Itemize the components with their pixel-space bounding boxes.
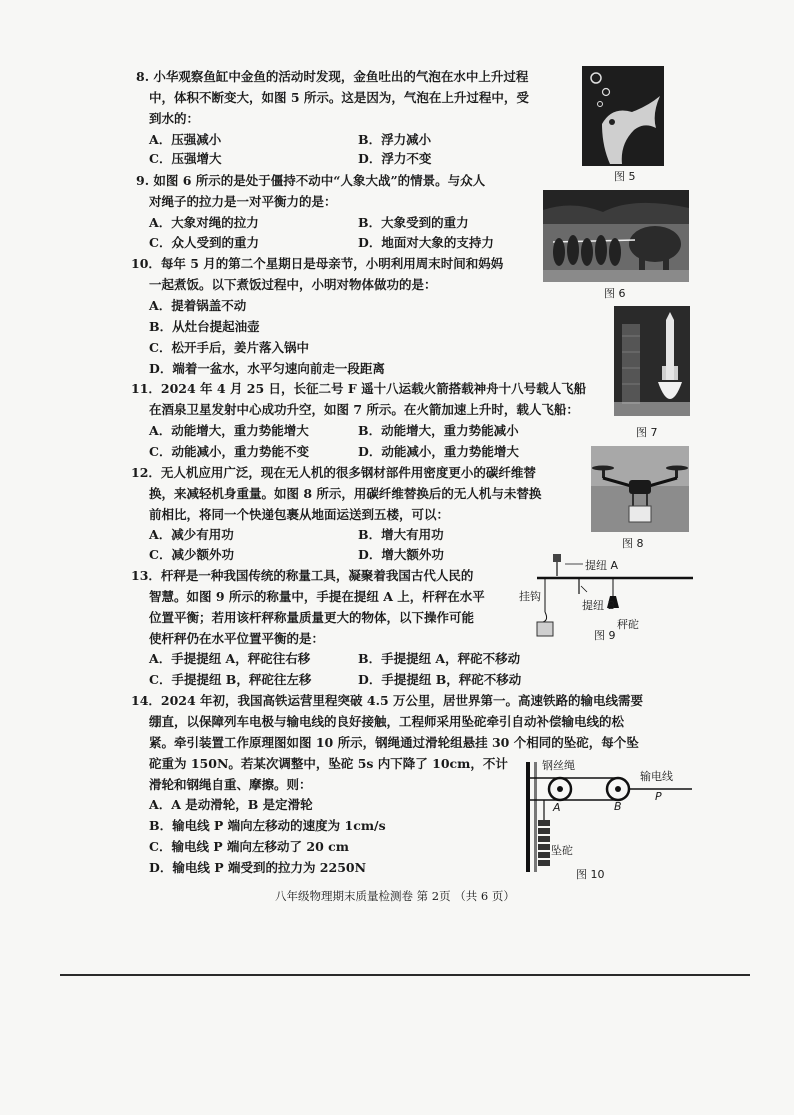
q10-line1: 10．每年 5 月的第二个星期日是母亲节，小明利用周末时间和妈妈: [131, 256, 504, 271]
figure-6-tug-of-war-image: [543, 190, 689, 282]
q11-option-b: B．动能增大，重力势能减小: [358, 423, 519, 438]
figure-7-rocket-launch-image: [614, 306, 690, 416]
q13-option-c: C．手提提纽 B，秤砣往左移: [149, 672, 312, 687]
figure-5-caption: 图 5: [614, 170, 636, 183]
q8-option-d: D．浮力不变: [358, 151, 432, 166]
q12-option-d: D．增大额外功: [358, 547, 444, 562]
q10-option-c: C．松开手后，姜片落入锅中: [149, 340, 309, 355]
figure-8-drone-image: [591, 446, 689, 532]
figure-9-label-tiniu-b: 提纽 B: [582, 599, 616, 612]
q12-line1: 12．无人机应用广泛，现在无人机的很多钢材部件用密度更小的碳纤维替: [131, 465, 536, 480]
figure-10-label-p: P: [655, 790, 662, 803]
figure-10-label-b: B: [614, 800, 622, 813]
q14-line3: 紧。牵引装置工作原理图如图 10 所示，钢绳通过滑轮组悬挂 30 个相同的坠砣，每个坠: [149, 735, 639, 750]
q13-line1: 13．杆秤是一种我国传统的称量工具，凝聚着我国古代人民的: [131, 568, 474, 583]
q8-line3: 到水的：: [149, 111, 200, 126]
q13-line4: 使杆秤仍在水平位置平衡的是：: [149, 631, 325, 646]
q13-line2: 智慧。如图 9 所示的称量中，手提在提纽 A 上，杆秤在水平: [149, 589, 485, 604]
q13-line3: 位置平衡；若用该杆秤称量质量更大的物体，以下操作可能: [149, 610, 475, 625]
figure-10-label-wire: 输电线: [640, 770, 673, 783]
q10-option-a: A．提着锅盖不动: [149, 298, 247, 313]
figure-9-label-guagou: 挂钩: [519, 590, 541, 603]
figure-9-label-tiniu-a: 提纽 A: [585, 559, 619, 572]
q11-line1: 11．2024 年 4 月 25 日，长征二号 F 遥十八运载火箭搭载神舟十八号载人飞船: [131, 381, 587, 396]
q8-option-a: A．压强减小: [149, 132, 222, 147]
figure-8-caption: 图 8: [622, 537, 644, 550]
figure-10-label-weight: 坠砣: [551, 844, 573, 857]
q8-line2: 中，体积不断变大，如图 5 所示。这是因为，气泡在上升过程中，受: [149, 90, 529, 105]
q11-line2: 在酒泉卫星发射中心成功升空，如图 7 所示。在火箭加速上升时，载人飞船：: [149, 402, 579, 417]
q13-option-b: B．手提提纽 A，秤砣不移动: [358, 651, 521, 666]
q11-option-c: C．动能减小，重力势能不变: [149, 444, 309, 459]
figure-10-caption: 图 10: [576, 868, 605, 881]
q11-option-a: A．动能增大，重力势能增大: [149, 423, 309, 438]
q12-option-a: A．减少有用功: [149, 527, 234, 542]
q14-line1: 14．2024 年初，我国高铁运营里程突破 4.5 万公里，居世界第一。高速铁路的输电线需要: [131, 693, 643, 708]
q14-line5: 滑轮和钢绳自重、摩擦。则：: [149, 777, 312, 792]
bottom-divider: [60, 974, 750, 976]
figure-7-caption: 图 7: [636, 426, 658, 439]
q8-option-c: C．压强增大: [149, 151, 222, 166]
q12-line3: 前相比，将同一个快递包裹从地面运送到五楼，可以：: [149, 507, 450, 522]
q9-option-d: D．地面对大象的支持力: [358, 235, 494, 250]
q10-line2: 一起煮饭。以下煮饭过程中，小明对物体做功的是：: [149, 277, 437, 292]
q12-line2: 换，来减轻机身重量。如图 8 所示，用碳纤维替换后的无人机与未替换: [149, 486, 542, 501]
q10-option-b: B．从灶台提起油壶: [149, 319, 260, 334]
figure-6-caption: 图 6: [604, 287, 626, 300]
figure-9-caption: 图 9: [594, 629, 616, 642]
q11-option-d: D．动能减小，重力势能增大: [358, 444, 519, 459]
q12-option-c: C．减少额外功: [149, 547, 234, 562]
page-footer: 八年级物理期末质量检测卷 第 2页 （共 6 页）: [275, 889, 515, 903]
q14-option-a: A．A 是动滑轮，B 是定滑轮: [149, 797, 313, 812]
q14-option-b: B．输电线 P 端向左移动的速度为 1cm/s: [149, 818, 386, 833]
figure-10-label-a: A: [553, 801, 561, 814]
q14-line4: 砣重为 150N。若某次调整中，坠砣 5s 内下降了 10cm，不计: [149, 756, 508, 771]
figure-10-label-rope: 钢丝绳: [542, 759, 575, 772]
q9-line2: 对绳子的拉力是一对平衡力的是：: [149, 194, 337, 209]
q14-option-c: C．输电线 P 端向左移动了 20 cm: [149, 839, 349, 854]
q14-line2: 绷直，以保障列车电极与输电线的良好接触，工程师采用坠砣牵引自动补偿输电线的松: [149, 714, 625, 729]
q13-option-a: A．手提提纽 A，秤砣往右移: [149, 651, 311, 666]
q9-option-b: B．大象受到的重力: [358, 215, 469, 230]
figure-9-label-chengtuo: 秤砣: [617, 618, 639, 631]
q13-option-d: D．手提提纽 B，秤砣不移动: [358, 672, 522, 687]
q10-option-d: D．端着一盆水，水平匀速向前走一段距离: [149, 361, 385, 376]
q9-line1: 9. 如图 6 所示的是处于僵持不动中“人象大战”的情景。与众人: [136, 173, 486, 188]
q8-option-b: B．浮力减小: [358, 132, 432, 147]
q9-option-c: C．众人受到的重力: [149, 235, 259, 250]
q8-line1: 8. 小华观察鱼缸中金鱼的活动时发现，金鱼吐出的气泡在水中上升过程: [136, 69, 529, 84]
q9-option-a: A．大象对绳的拉力: [149, 215, 259, 230]
figure-5-goldfish-image: [582, 66, 664, 166]
q14-option-d: D．输电线 P 端受到的拉力为 2250N: [149, 860, 367, 875]
q12-option-b: B．增大有用功: [358, 527, 444, 542]
